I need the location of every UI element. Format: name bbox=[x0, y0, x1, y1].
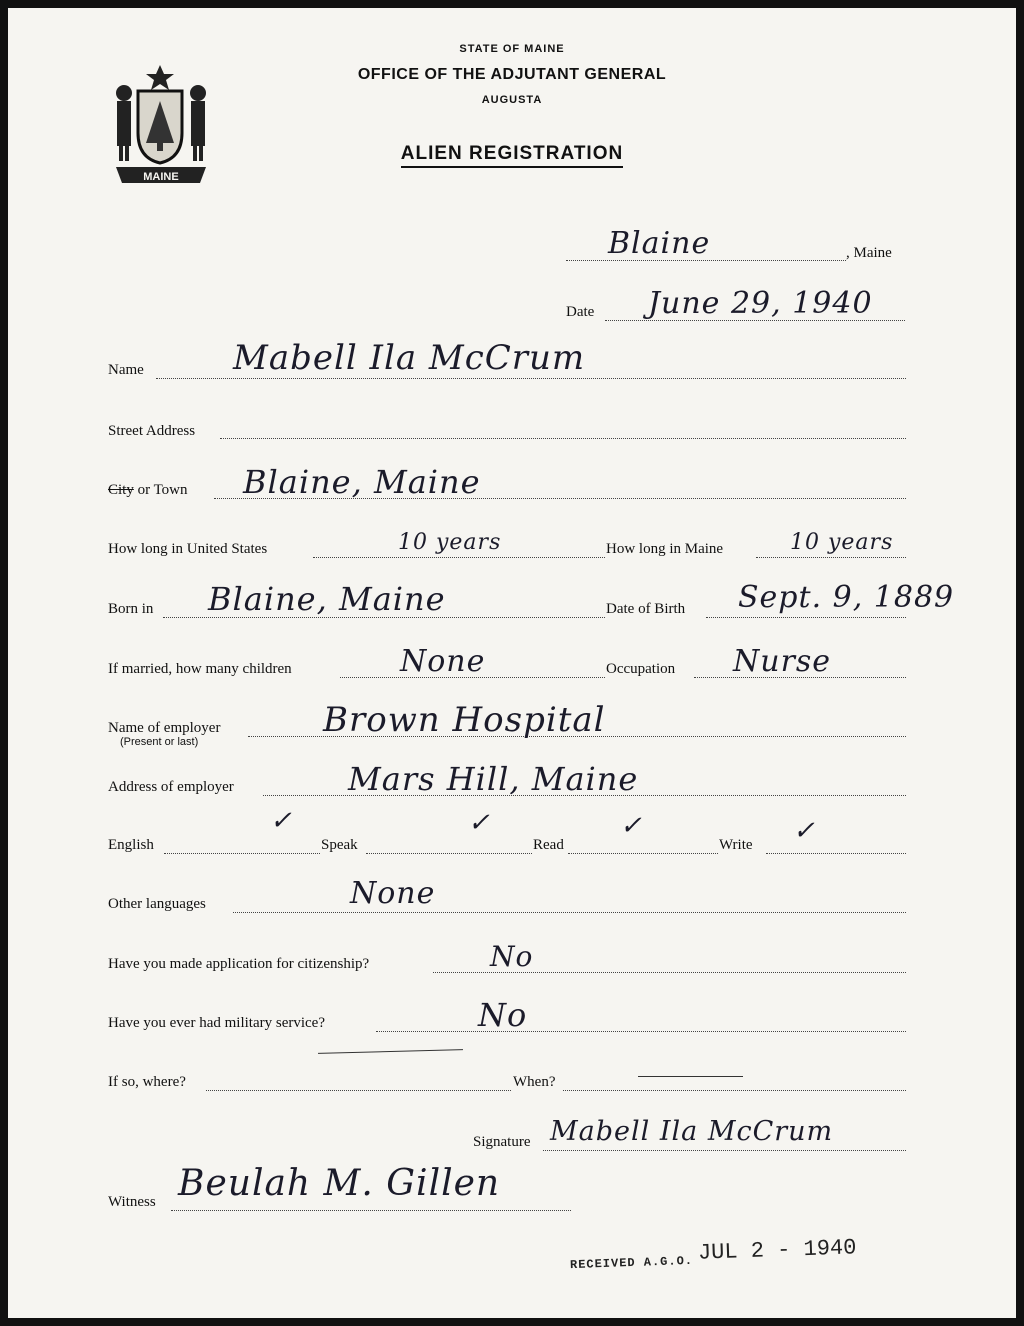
how-long-us-label: How long in United States bbox=[108, 541, 268, 557]
occupation-label: Occupation bbox=[606, 661, 676, 677]
children-value: None bbox=[400, 644, 486, 679]
write-label: Write bbox=[719, 837, 753, 853]
military-value: No bbox=[478, 996, 528, 1034]
svg-text:MAINE: MAINE bbox=[143, 171, 179, 183]
born-in-label: Born in bbox=[108, 601, 154, 617]
witness-value: Beulah M. Gillen bbox=[178, 1163, 501, 1204]
employer-address-value: Mars Hill, Maine bbox=[348, 760, 639, 798]
other-languages-value: None bbox=[350, 876, 436, 911]
received-stamp: RECEIVED A.G.O. bbox=[569, 1253, 694, 1273]
speak-label: Speak bbox=[321, 837, 358, 853]
city-town-value: Blaine, Maine bbox=[243, 463, 481, 501]
name-label: Name bbox=[108, 362, 144, 378]
read-label: Read bbox=[533, 837, 564, 853]
when-label: When? bbox=[513, 1074, 556, 1090]
employer-label: Name of employer bbox=[108, 720, 221, 736]
maine-suffix-label: , Maine bbox=[846, 245, 892, 261]
how-long-maine-value: 10 years bbox=[790, 530, 894, 555]
city-heading: AUGUSTA bbox=[481, 94, 543, 106]
street-address-label: Street Address bbox=[108, 423, 196, 439]
born-in-value: Blaine, Maine bbox=[208, 580, 446, 618]
office-heading: OFFICE OF THE ADJUTANT GENERAL bbox=[357, 66, 667, 83]
date-of-birth-label: Date of Birth bbox=[606, 601, 686, 617]
how-long-us-value: 10 years bbox=[398, 530, 502, 555]
registration-form bbox=[8, 8, 1016, 1318]
occupation-value: Nurse bbox=[733, 644, 832, 679]
pen-dash bbox=[318, 1049, 463, 1054]
write-check: ✓ bbox=[793, 816, 816, 846]
signature-value: Mabell Ila McCrum bbox=[550, 1116, 834, 1147]
witness-label: Witness bbox=[108, 1194, 156, 1210]
english-label: English bbox=[108, 837, 154, 853]
name-value: Mabell Ila McCrum bbox=[233, 338, 586, 378]
citizenship-label: Have you made application for citizenship? bbox=[108, 956, 370, 972]
date-label: Date bbox=[566, 304, 595, 320]
citizenship-value: No bbox=[490, 940, 534, 973]
pen-dash-when bbox=[638, 1076, 743, 1077]
where-label: If so, where? bbox=[108, 1074, 186, 1090]
date-of-birth-value: Sept. 9, 1889 bbox=[738, 580, 955, 615]
how-long-maine-label: How long in Maine bbox=[606, 541, 724, 557]
employer-note: (Present or last) bbox=[120, 736, 199, 748]
employer-address-label: Address of employer bbox=[108, 779, 234, 795]
place-value: Blaine bbox=[608, 226, 711, 261]
other-languages-label: Other languages bbox=[108, 896, 206, 912]
military-label: Have you ever had military service? bbox=[108, 1015, 325, 1031]
form-title: ALIEN REGISTRATION bbox=[8, 143, 1016, 168]
signature-label: Signature bbox=[473, 1134, 531, 1150]
received-date-stamp: JUL 2 - 1940 bbox=[697, 1235, 857, 1266]
english-check: ✓ bbox=[270, 806, 293, 836]
city-town-label: City or Town bbox=[108, 482, 188, 498]
read-check: ✓ bbox=[620, 811, 643, 841]
state-heading: STATE OF MAINE bbox=[459, 43, 565, 55]
employer-value: Brown Hospital bbox=[323, 700, 606, 740]
children-label: If married, how many children bbox=[108, 661, 292, 677]
speak-check: ✓ bbox=[468, 808, 491, 838]
date-value: June 29, 1940 bbox=[648, 286, 873, 321]
